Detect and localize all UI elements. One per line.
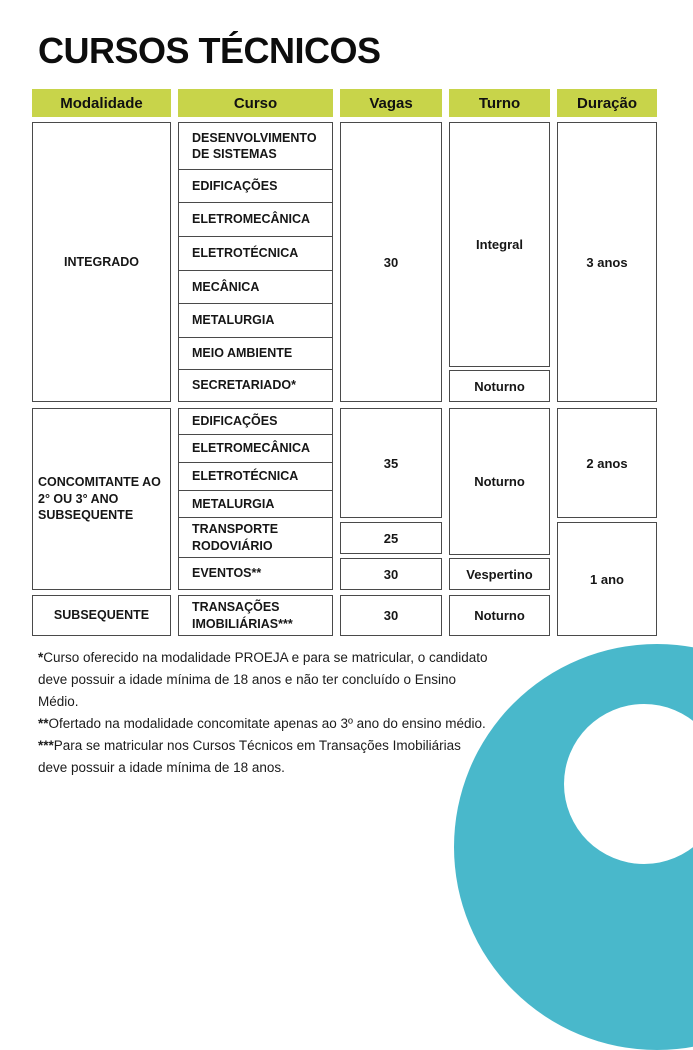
- curso-cell: METALURGIA: [178, 491, 333, 518]
- curso-cell: ELETROMECÂNICA: [178, 203, 333, 237]
- curso-cell: MEIO AMBIENTE: [178, 338, 333, 370]
- modalidade-cell-integrado: [32, 122, 171, 402]
- footnote: [38, 647, 488, 713]
- modalidade-cell-subsequente: [32, 595, 171, 636]
- curso-cell: DESENVOLVIMENTO DE SISTEMAS: [178, 122, 333, 170]
- footnotes: [38, 647, 488, 779]
- curso-cell: ELETROTÉCNICA: [178, 463, 333, 491]
- curso-cell: MECÂNICA: [178, 271, 333, 304]
- header-cell-modalidade: Modalidade: [32, 89, 171, 117]
- curso-cell: EDIFICAÇÕES: [178, 170, 333, 203]
- header-cell-curso: Curso: [178, 89, 333, 117]
- footnote: [38, 713, 488, 735]
- header-cell-vagas: Vagas: [340, 89, 442, 117]
- modalidade-label: CONCOMITANTE AO 2° OU 3° ANO SUBSEQUENTE: [38, 474, 161, 523]
- vagas-cell: 30: [340, 595, 442, 636]
- turno-cell: Noturno: [449, 408, 550, 555]
- table-header-row: [32, 89, 693, 117]
- page-title: CURSOS TÉCNICOS: [38, 30, 381, 71]
- header-cell-turno: Turno: [449, 89, 550, 117]
- curso-cell: SECRETARIADO*: [178, 370, 333, 402]
- curso-cell: TRANSPORTE RODOVIÁRIO: [178, 518, 333, 558]
- curso-cell: EVENTOS**: [178, 558, 333, 590]
- table-body: [32, 122, 693, 636]
- footnote-text: Ofertado na modalidade concomitate apenas ao 3º ano do ensino médio.: [48, 716, 486, 731]
- turno-cell: Noturno: [449, 370, 550, 402]
- page: [0, 30, 693, 779]
- curso-cell: ELETROTÉCNICA: [178, 237, 333, 271]
- duracao-cell: 2 anos: [557, 408, 657, 518]
- vagas-cell: 30: [340, 558, 442, 590]
- vagas-cell: 25: [340, 522, 442, 554]
- modalidade-label: SUBSEQUENTE: [53, 608, 150, 623]
- footnote-asterisk: ***: [38, 738, 54, 753]
- turno-cell: Noturno: [449, 595, 550, 636]
- turno-cell: Vespertino: [449, 558, 550, 590]
- duracao-cell: 3 anos: [557, 122, 657, 402]
- footnote-asterisk: **: [38, 716, 49, 731]
- footnote-text: Para se matricular nos Cursos Técnicos em Transações Imobiliárias deve possuir a idade mínima de 18 anos.: [38, 738, 461, 775]
- vagas-cell: 35: [340, 408, 442, 518]
- footnote-text: Curso oferecido na modalidade PROEJA e para se matricular, o candidato deve possuir a idade mínima de 18 anos e não ter concluído o Ensino Médio.: [38, 650, 488, 709]
- curso-cell: EDIFICAÇÕES: [178, 408, 333, 435]
- modalidade-label: INTEGRADO: [64, 254, 139, 269]
- footnote: [38, 735, 488, 779]
- turno-cell: Integral: [449, 122, 550, 367]
- footnote-asterisk: *: [38, 650, 44, 665]
- curso-cell: ELETROMECÂNICA: [178, 435, 333, 463]
- duracao-cell: 1 ano: [557, 522, 657, 636]
- modalidade-cell-concomitante-subsequente: [32, 408, 171, 590]
- vagas-cell: 30: [340, 122, 442, 402]
- header-cell-duracao: Duração: [557, 89, 657, 117]
- curso-cell: METALURGIA: [178, 304, 333, 338]
- curso-cell: TRANSAÇÕES IMOBILIÁRIAS***: [178, 595, 333, 636]
